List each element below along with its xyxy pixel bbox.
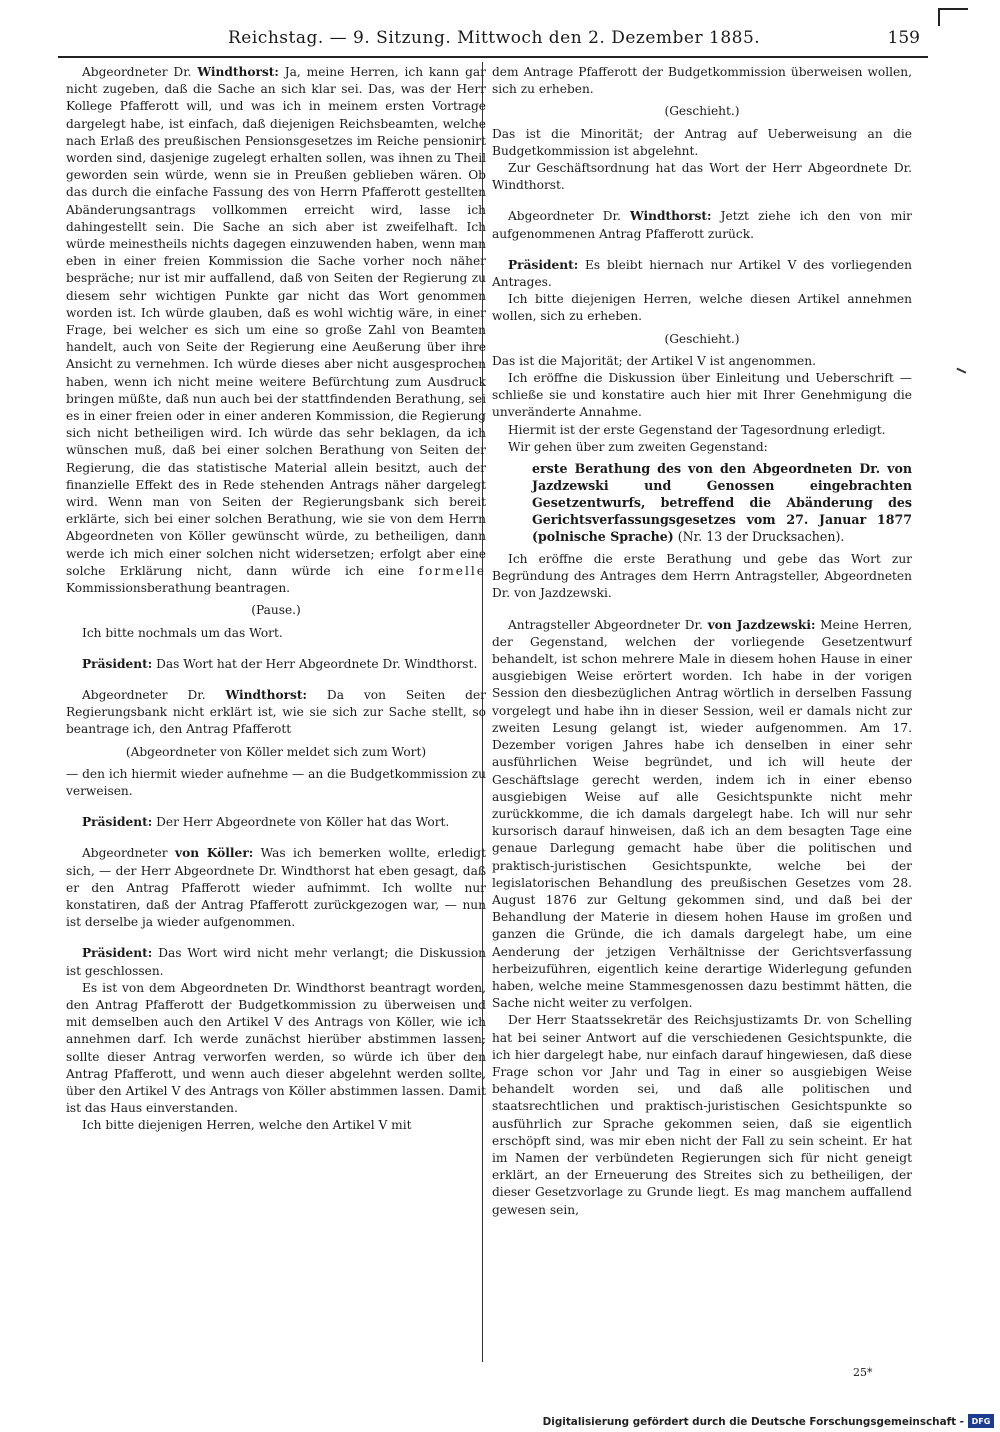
paragraph-order: Zur Geschäftsordnung hat das Wort der Herr Abgeordnete Dr. Windthorst. [492,161,912,193]
paragraph-request: Ich bitte nochmals um das Wort. [82,625,283,640]
page-number: 159 [887,28,920,48]
speech-koeller: Abgeordneter von Köller: Was ich bemerken wollte, erledigt sich, — der Herr Abgeordnete Dr. Windthorst hat eben gesagt, daß er den Antrag Pfafferott wieder aufnimmt. Ich wollte nur konstatiren, daß der Antrag Pfafferott zurückgezogen war, — nun ist derselbe ja wieder aufgenommen. [66,846,486,930]
paragraph-first-item-done: Hiermit ist der erste Gegenstand der Tagesordnung erledigt. [508,422,886,437]
speech-president-4: Präsident: Es bleibt hiernach nur Artikel V des vorliegenden Antrages. [492,257,912,290]
header-title: Reichstag. — 9. Sitzung. Mittwoch den 2. Dezember 1885. [228,28,761,48]
speech-jazdzewski: Antragsteller Abgeordneter Dr. von Jazdzewski: Meine Herren, der Gegenstand, welchen der vorliegende Gesetzentwurf behandelt, ist schon mehrere Male in diesem hohen Hause in einer ausgiebigen Weise erörtert worden. Ich habe in der vorigen Session den diesbezüglichen Antrag wörtlich in derselben Fassung vorgelegt und habe ihn in dieser Session, weil er damals nicht zur zweiten Lesung gelangt ist, wieder aufgenommen. Am 17. Dezember vorigen Jahres habe ich denselben in einer sehr ausführlichen Weise begründet, und ich will heute der Geschäftslage gerecht werden, indem ich in einer ebenso ausgiebigen Weise auf alle Gesichtspunkte nicht mehr zurückkomme, die ich damals dargelegt habe. Ich will nur sehr kursorisch darauf hinweisen, daß ich an dem besagten Tage eine genaue Darlegung gemacht habe über die politischen und praktisch-juristischen Gesichtspunkte, welche bei der legislatorischen Behandlung des preußischen Gesetzes vom 28. August 1876 zur Geltung gekommen sind, und daß bei der Behandlung der Materie in diesem hohen Hause im großen und ganzen die Gründe, die ich damals dargelegt habe, um eine Aenderung der jetzigen Verhältnisse der Gerichtsverfassung herbeizuführen, eigentlich keine derartige Widerlegung gefunden haben, welche meine Stammesgenossen dazu bestimmt hätten, die Sache nicht weiter zu verfolgen. [492,617,912,1011]
paragraph-majority: Das ist die Majorität; der Artikel V ist angenommen. [492,353,816,368]
left-column [66,64,486,1360]
digitization-note: Digitalisierung gefördert durch die Deutsche Forschungsgemeinschaft - [542,1416,964,1428]
right-column [492,64,912,1360]
speech-jazdzewski-cont: Der Herr Staatssekretär des Reichsjustizamts Dr. von Schelling hat bei seiner Antwort auf die verschiedenen Gesichtspunkte, die ich hier dargelegt habe, nur einfach darauf hingewiesen, daß diese Frage schon vor Jahr und Tag in einer so ausgiebigen Weise behandelt worden sei, und daß alle politischen und staatsrechtlichen und praktisch-juristischen Gesichtspunkte so ausführlich zur Sprache gekommen seien, daß sie eigentlich erschöpft sind, was mir eben nicht der Fall zu sein scheint. Er hat im Namen der verbündeten Regierungen sich für nicht geneigt erklärt, an der Erneuerung des Streites sich zu betheiligen, der dieser Gesetzvorlage zu Grunde liegt. Es mag manchem auffallend gewesen sein, [492,1013,912,1217]
newspaper-page [58,22,928,1379]
speech-windthorst-2-cont: — den ich hiermit wieder aufnehme — an die Budgetkommission zu verweisen. [66,766,486,798]
paragraph-vote-article: Ich bitte diejenigen Herren, welche diesen Artikel annehmen wollen, sich zu erheben. [492,292,912,324]
speech-president-3: Präsident: Das Wort wird nicht mehr verlangt; die Diskussion ist geschlossen. [66,946,486,978]
speech-windthorst-2: Abgeordneter Dr. Windthorst: Da von Seiten der Regierungsbank nicht erklärt ist, wie sie sich zur Sache stellt, so beantrage ich, den Antrag Pfafferott [66,687,486,737]
action-note-1: (Geschieht.) [664,104,740,119]
speech-president-2: Präsident: Der Herr Abgeordnete von Köller hat das Wort. [82,815,450,830]
paragraph-minority: Das ist die Minorität; der Antrag auf Ueberweisung an die Budgetkommission ist abgelehnt. [492,126,912,158]
speech-windthorst-1: Abgeordneter Dr. Windthorst: Ja, meine Herren, ich kann gar nicht zugeben, daß die Sache an sich klar sei. Das, was der Herr Kollege Pfafferott will, und was ich in meinem ersten Vortrage dargelegt habe, ist einfach, daß diejenigen Reichsbeamten, welche nach Erlaß des preußischen Pensionsgesetzes im Reiche pensionirt worden sind, dasjenige zugelegt erhalten sollen, was ihnen zu Theil geworden sein würde, wenn sie in Preußen geblieben wären. Ob das durch die einfache Fassung des von Herrn Pfafferott gestellten Abänderungsantrags vollkommen erreicht wird, lasse ich dahingestellt sein. Die Sache an sich aber ist zweifelhaft. Ich würde meinestheils nichts dagegen einzuwenden haben, wenn man eben in einer freien Kommission die Sache vorher noch näher bespräche; nur ist mir auffallend, daß von Seiten der Regierung zu diesem sehr wichtigen Punkte gar nicht das Wort genommen worden ist. Ich würde glauben, daß es wohl wichtig wäre, in einer Frage, bei welcher es sich um eine so große Zahl von Beamten handelt, auch von Seite der Regierung eine Aeußerung über ihre Ansicht zu vernehmen. Ich würde dieses aber nicht ausgesprochen haben, wenn ich nicht meine weitere Befürchtung zum Ausdruck bringen müßte, daß nun auch bei der stattfindenden Berathung, sei es in einer freien oder in einer anderen Kommission, die Regierung sich nicht betheiligen wird. Ich würde das sehr beklagen, da ich wünschen muß, daß bei einer solchen Berathung von Seiten der Regierung, die das statistische Material allein besitzt, auch der finanzielle Effekt des in Rede stehenden Antrags näher dargelegt wird. Wenn man von Seiten der Regierungsbank sich bereit erklärte, sich bei einer solchen Berathung, wie sie von dem Herrn Abgeordneten von Köller gewünscht würde, zu betheiligen, dann werde ich mich einer solchen nicht widersetzen; erfolgt aber eine solche Erklärung nicht, dann würde ich eine formelle Kommissionsberathung beantragen. [66,65,486,596]
speech-windthorst-3: Abgeordneter Dr. Windthorst: Jetzt ziehe ich den von mir aufgenommenen Antrag Pfafferott zurück. [492,209,912,241]
paragraph-vote-call: Ich bitte diejenigen Herren, welche den Artikel V mit [82,1118,412,1133]
corner-crop-mark [938,8,968,26]
speech-president-1: Präsident: Das Wort hat der Herr Abgeordnete Dr. Windthorst. [82,656,478,671]
margin-mark [956,360,969,373]
dfg-logo-icon: DFG [968,1414,994,1428]
interjection-note: (Abgeordneter von Köller meldet sich zum Wort) [125,744,427,759]
paragraph-vote-call-cont: dem Antrage Pfafferott der Budgetkommission überweisen wollen, sich zu erheben. [492,65,912,97]
digitization-footer [542,1414,998,1430]
page-header [58,22,928,58]
signature-mark: 25* [853,1366,873,1379]
paragraph-open-reading: Ich eröffne die erste Berathung und gebe das Wort zur Begründung des Antrages dem Herrn Antragsteller, Abgeordneten Dr. von Jazdzewski. [492,552,912,601]
paragraph-discussion: Ich eröffne die Diskussion über Einleitung und Ueberschrift — schließe sie und konstatire auch hier mit Ihrer Genehmigung die unveränderte Annahme. [492,371,912,420]
agenda-item: erste Berathung des von den Abgeordneten Dr. von Jazdzewski und Genossen eingebrachten Gesetzentwurfs, betreffend die Abänderung des Gerichtsverfassungsgesetzes vom 27. Januar 1877 (polnische Sprache) (Nr. 13 der Drucksachen). [532,461,912,545]
paragraph-second-item: Wir gehen über zum zweiten Gegenstand: [508,439,768,454]
pause-note: (Pause.) [251,603,301,618]
action-note-2: (Geschieht.) [664,331,740,346]
paragraph-vote-procedure: Es ist von dem Abgeordneten Dr. Windthorst beantragt worden, den Antrag Pfafferott der Budgetkommission zu überweisen und mit demselben auch den Artikel V des Antrags von Köller, wie ich annehmen darf. Ich werde zunächst hierüber abstimmen lassen; sollte dieser Antrag verworfen werden, so würde ich über den Antrag Pfafferott, und wenn auch dieser abgelehnt werden sollte, über den Artikel V des Antrags von Köller abstimmen lassen. Damit ist das Haus einverstanden. [66,980,486,1116]
